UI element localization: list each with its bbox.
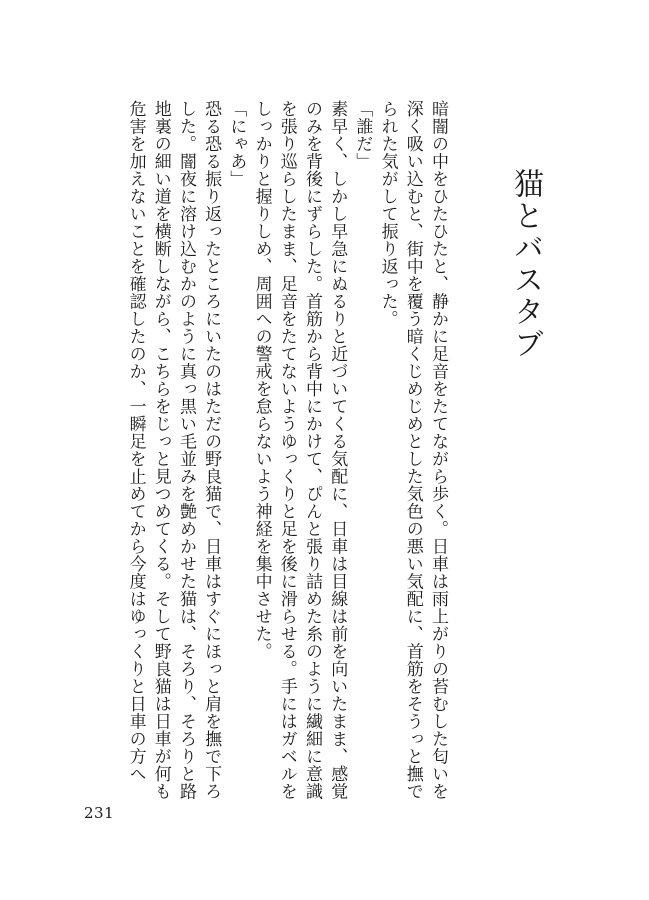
paragraph: 素早く、しかし早急にぬるりと近づいてくる気配に、日車は目線は前を向いたまま、感覚のみを背後にずらした。首筋から背中にかけて、ぴんと張り詰めた糸のように繊細に意識を張り巡らしたまま、足音をたてないようゆっくりと足を後に滑らせる。手にはガベルをしっかりと握りしめ、周囲への警戒を怠らないよう神経を集中させた。	[251, 100, 348, 800]
chapter-title: 猫とバスタブ	[508, 168, 543, 360]
paragraph: 恐る恐る振り返ったところにいたのはただの野良猫で、日車はすぐにほっと肩を撫で下ろした。闇夜に溶け込むかのように真っ黒い毛並みを艶めかせた猫は、そろり、そろりと路地裏の細い道を横断しながら、こちらをじっと見つめてくる。そして野良猫は日車が何も危害を加えないことを確認したのか、一瞬足を止めてから今度はゆっくりと日車の方へ	[125, 100, 222, 800]
paragraph: 「誰だ」	[352, 100, 373, 170]
paragraph: 「にゃあ」	[226, 100, 247, 188]
page-number: 231	[84, 804, 115, 822]
paragraph: 暗闇の中をひたひたと、静かに足音をたてながら歩く。日車は雨上がりの苔むした匂いを深く吸い込むと、街中を覆う暗くじめじめとした気色の悪い気配に、首筋をそうっと撫でられた気がして振り返った。	[377, 100, 448, 800]
body-text	[110, 100, 450, 800]
